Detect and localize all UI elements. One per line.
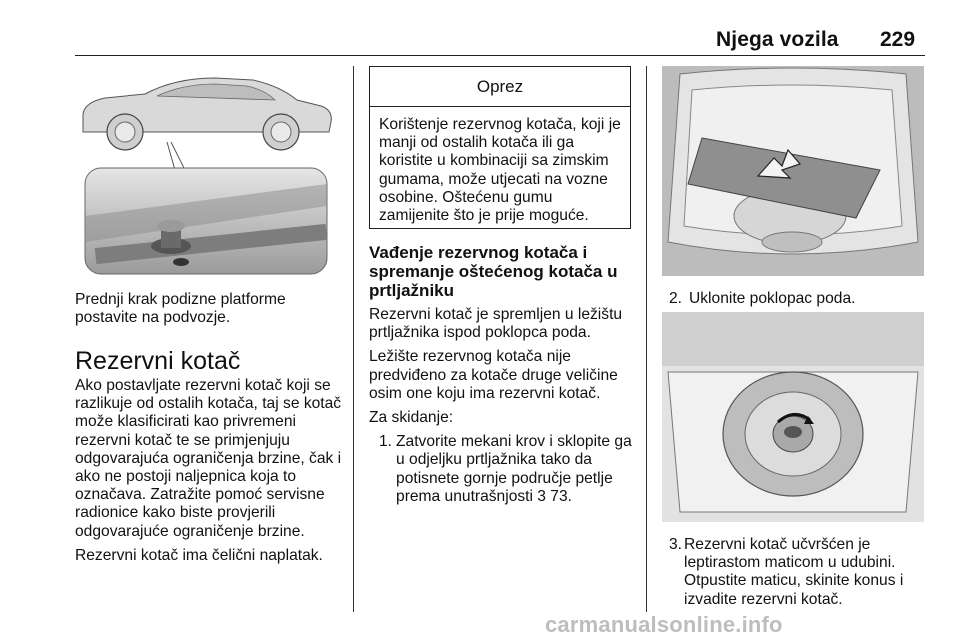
- paragraph: Ako postavljate rezervni kotač koji se razlikuje od ostalih kotača, taj se kotač može klasificirati kao privremeni rezervni kotač te se primjenjuju odgovarajuća ograničenja brzine, čak i ako ne postoji naljepnica koja to označava. Zatražite pomoć servisne radionice kako biste provjerili odgovarajuće ograničenje brzine.: [75, 377, 342, 540]
- col2-body: [369, 306, 637, 506]
- section-heading-spare-wheel: Rezervni kotač: [75, 347, 241, 375]
- caution-text: Korištenje rezervnog kotača, koji je manji od ostalih kotača ili ga koristite u kombinaciji sa zimskim gumama, može utjecati na vozne osobine. Oštećenu gumu zamijenite što je prije moguće.: [379, 116, 621, 225]
- page-number: 229: [880, 28, 916, 51]
- floor-cover-illustration: [662, 66, 924, 276]
- column-divider-2: [646, 66, 647, 612]
- step-1: [379, 433, 637, 506]
- caution-box: [369, 66, 631, 229]
- figure-spare-wheel-well: [662, 312, 924, 522]
- paragraph: Rezervni kotač je spremljen u ležištu prtljažnika ispod poklopca poda.: [369, 306, 623, 342]
- step-number: 1.: [379, 433, 393, 451]
- col1-body: [75, 377, 347, 571]
- paragraph: Za skidanje:: [369, 409, 454, 427]
- step-number: 2.: [669, 290, 683, 307]
- step-2: [669, 290, 929, 308]
- column-divider-1: [353, 66, 354, 612]
- lift-arm-illustration: [75, 66, 337, 278]
- lift-arm-caption: Prednji krak podizne platforme postavite na podvozje.: [75, 291, 286, 327]
- step-text: Rezervni kotač učvršćen je leptirastom maticom u udubini. Otpustite maticu, skinite konus i izvadite rezervni kotač.: [684, 536, 904, 608]
- step-3: [669, 536, 929, 609]
- figure-floor-cover: [662, 66, 924, 276]
- header-title: Njega vozila: [716, 28, 839, 51]
- step-text: Uklonite poklopac poda.: [689, 290, 856, 307]
- paragraph: Ležište rezervnog kotača nije predviđeno za kotače druge veličine osim one koju ima rezervni kotač.: [369, 348, 618, 402]
- section-heading-removal: Vađenje rezervnog kotača i spremanje oštećenog kotača u prtljažniku: [369, 243, 618, 300]
- spare-wheel-well-illustration: [662, 312, 924, 522]
- step-number: 3.: [669, 536, 683, 553]
- caution-title: Oprez: [370, 67, 630, 107]
- paragraph: Rezervni kotač ima čelični naplatak.: [75, 546, 323, 564]
- figure-lift-arm: [75, 66, 337, 278]
- watermark: carmanualsonline.info: [545, 612, 783, 637]
- step-text: Zatvorite mekani krov i sklopite ga u odjeljku prtljažnika tako da potisnete gornje područje petlje prema unutrašnjosti 3 73.: [396, 433, 632, 505]
- header-rule: [75, 55, 925, 56]
